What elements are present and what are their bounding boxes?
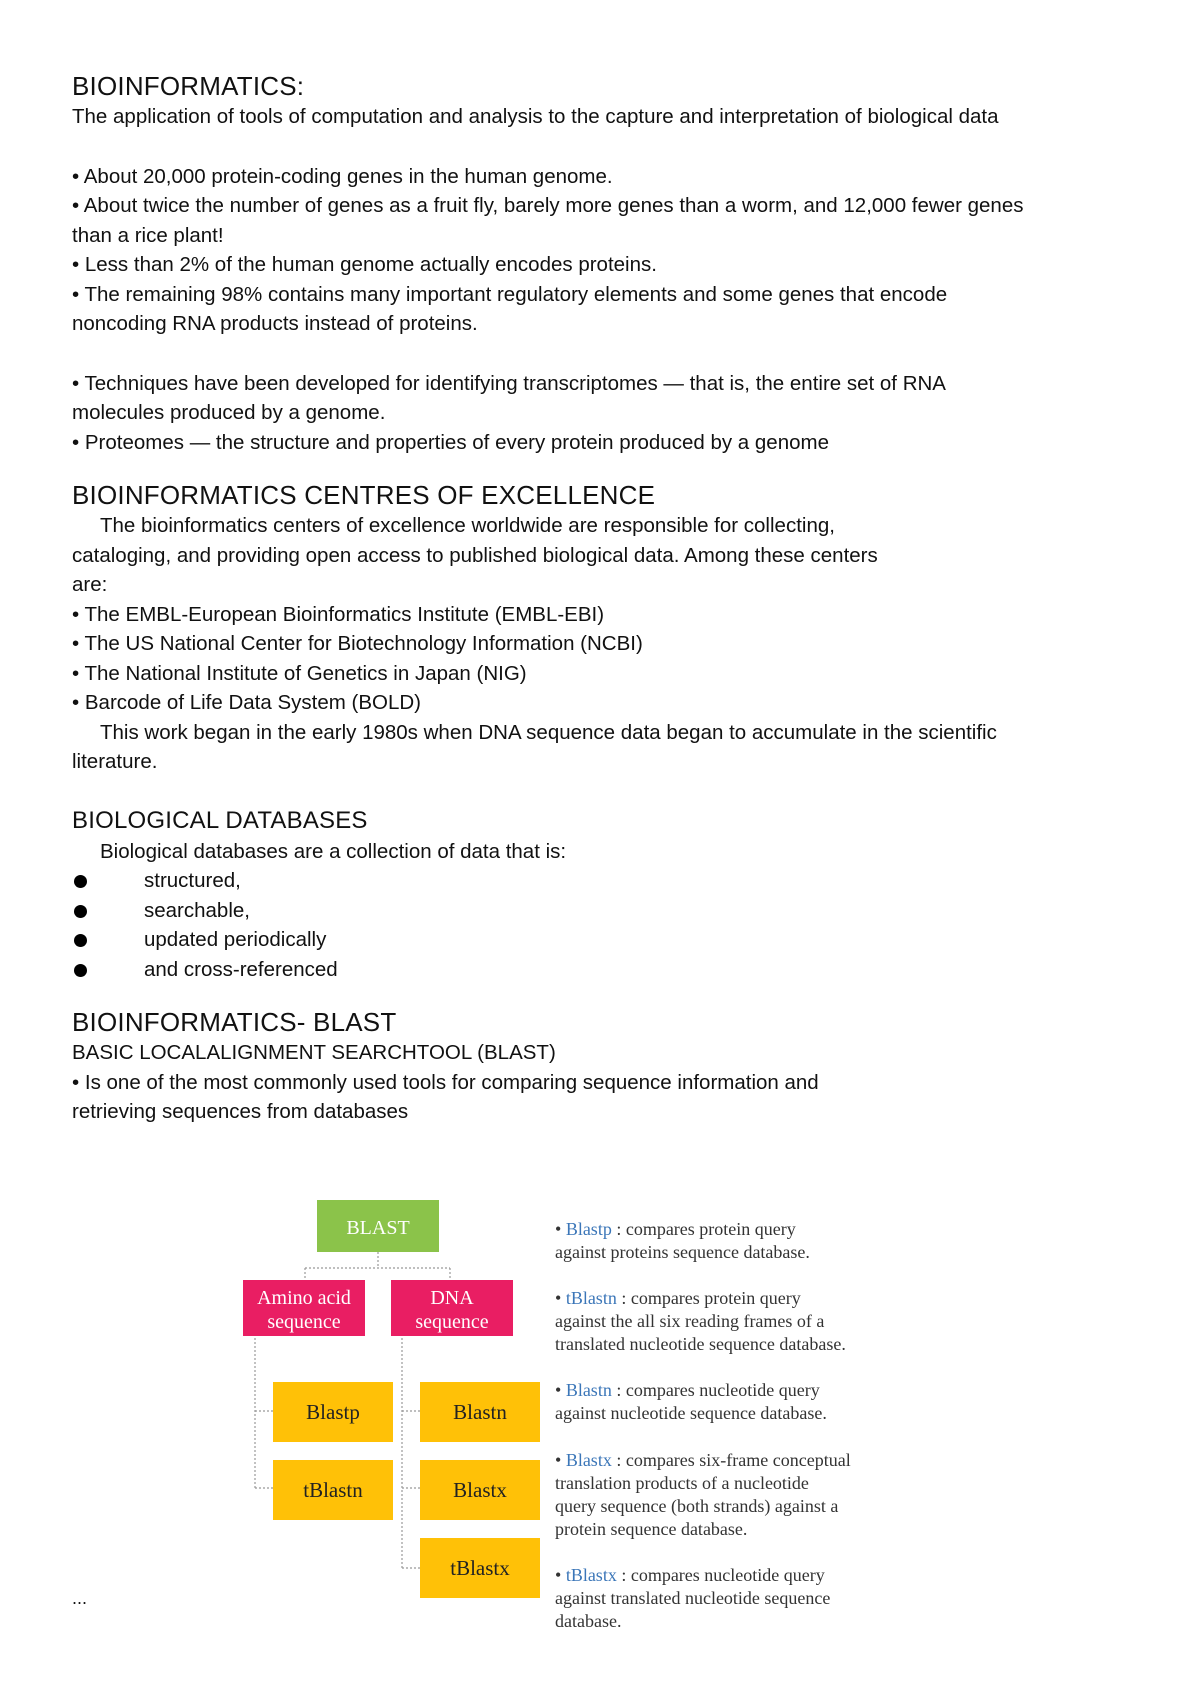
blast-subtitle: BASIC LOCALALIGNMENT SEARCHTOOL (BLAST) <box>72 1041 556 1064</box>
blast-line: • Is one of the most commonly used tools for comparing sequence information and <box>72 1070 819 1094</box>
section-title-blast: BIOINFORMATICS- BLAST <box>72 1007 397 1037</box>
bullet-line: • Less than 2% of the human genome actually encodes proteins. <box>72 253 657 276</box>
bullet-line: noncoding RNA products instead of proteins. <box>72 312 478 335</box>
dna-label-2: sequence <box>415 1311 489 1333</box>
list-item: searchable, <box>72 896 1132 926</box>
desc-tblastn: • tBlastn : compares protein query against the all six reading frames of a translated nucleotide sequence database. <box>555 1288 846 1354</box>
continuation-ellipsis: ... <box>72 1588 88 1608</box>
blastp-label: Blastp <box>306 1400 360 1424</box>
bullet-line: • About twice the number of genes as a fruit fly, barely more genes than a worm, and 12,000 fewer genes <box>72 194 1024 217</box>
bullet-dot-icon <box>74 875 87 888</box>
blastx-label: Blastx <box>453 1478 507 1502</box>
list-item: and cross-referenced <box>72 955 1132 985</box>
tblastn-label: tBlastn <box>303 1478 363 1502</box>
bullet-dot-icon <box>74 905 87 918</box>
bullet-line: • Proteomes — the structure and properties of every protein produced by a genome <box>72 430 829 454</box>
bullet-line: than a rice plant! <box>72 223 224 247</box>
centres-closing-first: This work began in the early 1980s when DNA sequence data began to accumulate in the scientific <box>100 720 997 744</box>
centres-closing-rest: literature. <box>72 750 158 773</box>
desc-blastx: • Blastx : compares six-frame conceptual translation products of a nucleotide query sequence (both strands) against a protein sequence database. <box>555 1450 851 1539</box>
bullet-line: • About 20,000 protein-coding genes in the human genome. <box>72 164 613 188</box>
desc-tblastx: • tBlastx : compares nucleotide query against translated nucleotide sequence database. <box>555 1565 831 1631</box>
databases-intro: Biological databases are a collection of data that is: <box>100 839 567 863</box>
section-title-bioinformatics: BIOINFORMATICS: <box>72 71 305 101</box>
document-page <box>72 70 1132 1127</box>
definition-text: The application of tools of computation and analysis to the capture and interpretation of biological data <box>72 105 999 128</box>
desc-blastn: • Blastn : compares nucleotide query against nucleotide sequence database. <box>555 1380 827 1423</box>
dna-label-1: DNA <box>430 1287 474 1309</box>
program-name: tBlastx <box>565 1565 617 1585</box>
tblastx-label: tBlastx <box>450 1556 510 1580</box>
centres-line: are: <box>72 573 108 596</box>
section-title-databases: BIOLOGICAL DATABASES <box>72 806 368 834</box>
bullet-line: molecules produced by a genome. <box>72 401 386 424</box>
centre-item: • The US National Center for Biotechnology Information (NCBI) <box>72 632 643 655</box>
blast-root-label: BLAST <box>346 1217 410 1239</box>
bullet-dot-icon <box>74 964 87 977</box>
list-item: updated periodically <box>72 925 1132 955</box>
amino-acid-label-2: sequence <box>267 1311 341 1333</box>
centres-paragraph-first: The bioinformatics centers of excellence worldwide are responsible for collecting, <box>100 514 835 537</box>
blast-line: retrieving sequences from databases <box>72 1100 409 1123</box>
databases-list <box>72 866 1132 984</box>
section-title-centres: BIOINFORMATICS CENTRES OF EXCELLENCE <box>72 480 656 510</box>
centre-item: • Barcode of Life Data System (BOLD) <box>72 691 421 714</box>
bullet-line: • The remaining 98% contains many important regulatory elements and some genes that encode <box>72 282 948 306</box>
bullet-line: • Techniques have been developed for identifying transcriptomes — that is, the entire set of RNA <box>72 371 946 395</box>
centre-item: • The National Institute of Genetics in Japan (NIG) <box>72 661 527 685</box>
program-name: Blastp <box>565 1219 612 1239</box>
amino-acid-label-1: Amino acid <box>257 1287 351 1309</box>
desc-blastp: • Blastp : compares protein query against proteins sequence database. <box>555 1219 810 1262</box>
program-name: Blastn <box>565 1380 612 1400</box>
bullet-dot-icon <box>74 934 87 947</box>
list-item: structured, <box>72 866 1132 896</box>
program-name: Blastx <box>565 1450 612 1470</box>
centre-item: • The EMBL-European Bioinformatics Institute (EMBL-EBI) <box>72 602 605 626</box>
program-name: tBlastn <box>565 1288 617 1308</box>
blastn-label: Blastn <box>453 1400 507 1424</box>
centres-line: cataloging, and providing open access to published biological data. Among these centers <box>72 543 878 567</box>
